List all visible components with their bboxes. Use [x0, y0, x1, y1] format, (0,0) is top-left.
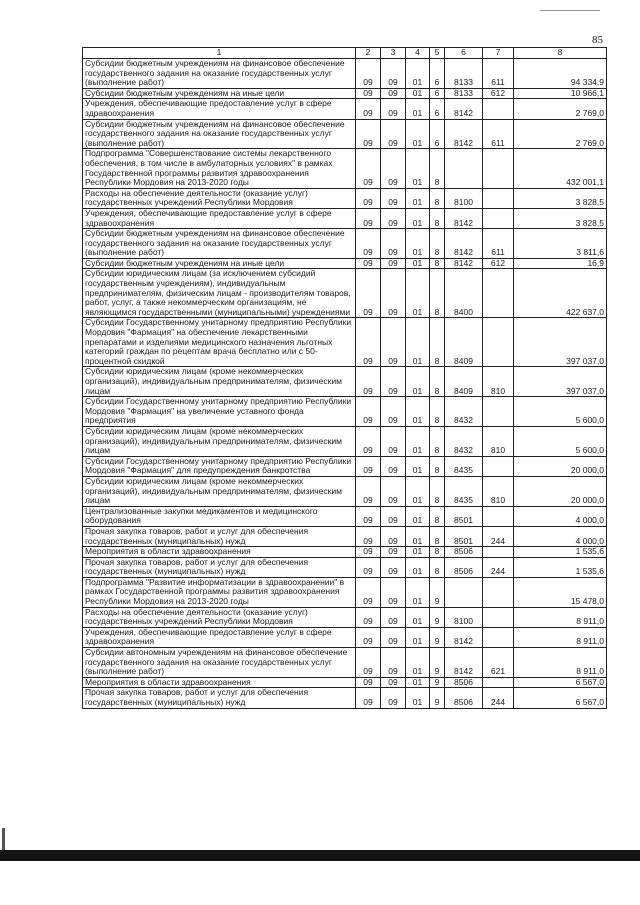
row-name-cell: Субсидии юридическим лицам (за исключением субсидий государственным учреждениям), индивидуальным предпринимателям, физическим лицам - производителям товаров, работ, услуг, а также некоммерческим организациям, не являющимся государственными (муниципальными) учреждениями: [83, 269, 356, 318]
pr-code-cell: 09: [381, 547, 406, 558]
program-code-cell: 01: [406, 577, 430, 607]
subprogram-code-cell: 8: [430, 258, 445, 269]
page-number: 85: [592, 34, 603, 46]
subprogram-code-cell: 8: [430, 476, 445, 506]
expense-type-cell: [483, 149, 514, 188]
amount-cell: 3 828,5: [514, 188, 607, 208]
pr-code-cell: 09: [381, 59, 406, 89]
rz-code-cell: 09: [356, 426, 381, 456]
row-name-cell: Расходы на обеспечение деятельности (оказание услуг) государственных учреждений Республики Мордовия: [83, 188, 356, 208]
target-code-cell: 8100: [445, 188, 483, 208]
target-code-cell: 8506: [445, 547, 483, 558]
expense-type-cell: 611: [483, 229, 514, 259]
rz-code-cell: 09: [356, 258, 381, 269]
program-code-cell: 01: [406, 119, 430, 149]
pr-code-cell: 09: [381, 627, 406, 647]
rz-code-cell: 09: [356, 269, 381, 318]
amount-cell: 1 535,6: [514, 557, 607, 577]
table-row: [83, 229, 607, 259]
subprogram-code-cell: 9: [430, 677, 445, 688]
subprogram-code-cell: 8: [430, 397, 445, 427]
table-row: [83, 476, 607, 506]
table-row: [83, 607, 607, 627]
rz-code-cell: 09: [356, 607, 381, 627]
table-body: [83, 59, 607, 709]
row-name-cell: Подпрограмма "Развитие информатизации в здравоохранении" в рамках Государственной программы развития здравоохранения Республики Мордовия на 2013-2020 годы: [83, 577, 356, 607]
program-code-cell: 01: [406, 526, 430, 546]
subprogram-code-cell: 8: [430, 526, 445, 546]
rz-code-cell: 09: [356, 506, 381, 526]
amount-cell: 6 567,0: [514, 677, 607, 688]
rz-code-cell: 09: [356, 59, 381, 89]
program-code-cell: 01: [406, 99, 430, 119]
target-code-cell: 8435: [445, 476, 483, 506]
row-name-cell: Субсидии бюджетным учреждениям на иные цели: [83, 258, 356, 269]
expense-type-cell: 244: [483, 557, 514, 577]
subprogram-code-cell: 8: [430, 188, 445, 208]
table-row: [83, 318, 607, 367]
rz-code-cell: 09: [356, 318, 381, 367]
row-name-cell: Учреждения, обеспечивающие предоставление услуг в сфере здравоохранения: [83, 208, 356, 228]
expense-type-cell: 810: [483, 367, 514, 397]
amount-cell: 3 811,6: [514, 229, 607, 259]
row-name-cell: Субсидии бюджетным учреждениям на финансовое обеспечение государственного задания на оказание государственных услуг (выполнение работ): [83, 119, 356, 149]
header-row: [83, 48, 607, 59]
table-row: [83, 577, 607, 607]
table-row: [83, 367, 607, 397]
pr-code-cell: 09: [381, 526, 406, 546]
program-code-cell: 01: [406, 677, 430, 688]
table-header: [83, 48, 607, 59]
target-code-cell: 8142: [445, 229, 483, 259]
scan-bottom-bar: [0, 850, 640, 861]
table-row: [83, 557, 607, 577]
pr-code-cell: 09: [381, 119, 406, 149]
row-name-cell: Мероприятия в области здравоохранения: [83, 677, 356, 688]
row-name-cell: Подпрограмма "Совершенствование системы лекарственного обеспечения, в том числе в амбулаторных условиях" в рамках Государственной программы развития здравоохранения Республики Мордовия на 2013-2020 годы: [83, 149, 356, 188]
pr-code-cell: 09: [381, 208, 406, 228]
table-row: [83, 397, 607, 427]
row-name-cell: Прочая закупка товаров, работ и услуг для обеспечения государственных (муниципальных) нужд: [83, 557, 356, 577]
row-name-cell: Расходы на обеспечение деятельности (оказание услуг) государственных учреждений Республики Мордовия: [83, 607, 356, 627]
row-name-cell: Субсидии юридическим лицам (кроме некоммерческих организаций), индивидуальным предпринимателям, физическим лицам: [83, 367, 356, 397]
row-name-cell: Субсидии Государственному унитарному предприятию Республики Мордовия "Фармация" на увеличение уставного фонда предприятия: [83, 397, 356, 427]
pr-code-cell: 09: [381, 229, 406, 259]
subprogram-code-cell: 8: [430, 426, 445, 456]
pr-code-cell: 09: [381, 476, 406, 506]
pr-code-cell: 09: [381, 188, 406, 208]
target-code-cell: 8409: [445, 367, 483, 397]
amount-cell: 20 000,0: [514, 476, 607, 506]
pr-code-cell: 09: [381, 269, 406, 318]
column-header: 3: [381, 48, 406, 59]
table-row: [83, 627, 607, 647]
row-name-cell: Субсидии бюджетным учреждениям на финансовое обеспечение государственного задания на оказание государственных услуг (выполнение работ): [83, 229, 356, 259]
amount-cell: 15 478,0: [514, 577, 607, 607]
expense-type-cell: 810: [483, 476, 514, 506]
program-code-cell: 01: [406, 506, 430, 526]
table-row: [83, 149, 607, 188]
row-name-cell: Субсидии Государственному унитарному предприятию Республики Мордовия "Фармация" на обеспечение лекарственными препаратами и изделиями медицинского назначения льготных категорий граждан по рецептам врача бесплатно или с 50-процентной скидкой: [83, 318, 356, 367]
target-code-cell: [445, 149, 483, 188]
rz-code-cell: 09: [356, 627, 381, 647]
table-row: [83, 59, 607, 89]
program-code-cell: 01: [406, 397, 430, 427]
target-code-cell: 8142: [445, 627, 483, 647]
table-row: [83, 258, 607, 269]
rz-code-cell: 09: [356, 99, 381, 119]
program-code-cell: 01: [406, 688, 430, 708]
expense-type-cell: 244: [483, 526, 514, 546]
pr-code-cell: 09: [381, 88, 406, 99]
table-row: [83, 688, 607, 708]
program-code-cell: 01: [406, 149, 430, 188]
column-header: 8: [514, 48, 607, 59]
pr-code-cell: 09: [381, 506, 406, 526]
pr-code-cell: 09: [381, 397, 406, 427]
expense-type-cell: 611: [483, 119, 514, 149]
expense-type-cell: 621: [483, 648, 514, 678]
program-code-cell: 01: [406, 208, 430, 228]
subprogram-code-cell: 8: [430, 318, 445, 367]
program-code-cell: 01: [406, 88, 430, 99]
subprogram-code-cell: 9: [430, 688, 445, 708]
target-code-cell: 8435: [445, 456, 483, 476]
column-header: 5: [430, 48, 445, 59]
program-code-cell: 01: [406, 456, 430, 476]
pr-code-cell: 09: [381, 607, 406, 627]
program-code-cell: 01: [406, 59, 430, 89]
rz-code-cell: 09: [356, 119, 381, 149]
subprogram-code-cell: 9: [430, 627, 445, 647]
table-row: [83, 188, 607, 208]
program-code-cell: 01: [406, 258, 430, 269]
table-row: [83, 208, 607, 228]
pr-code-cell: 09: [381, 258, 406, 269]
rz-code-cell: 09: [356, 476, 381, 506]
expense-type-cell: [483, 627, 514, 647]
row-name-cell: Прочая закупка товаров, работ и услуг для обеспечения государственных (муниципальных) нужд: [83, 688, 356, 708]
subprogram-code-cell: 8: [430, 547, 445, 558]
amount-cell: 6 567,0: [514, 688, 607, 708]
rz-code-cell: 09: [356, 688, 381, 708]
program-code-cell: 01: [406, 367, 430, 397]
program-code-cell: 01: [406, 547, 430, 558]
target-code-cell: 8133: [445, 88, 483, 99]
table-row: [83, 426, 607, 456]
row-name-cell: Субсидии юридическим лицам (кроме некоммерческих организаций), индивидуальным предпринимателям, физическим лицам: [83, 476, 356, 506]
column-header: 6: [445, 48, 483, 59]
row-name-cell: Учреждения, обеспечивающие предоставление услуг в сфере здравоохранения: [83, 99, 356, 119]
amount-cell: 2 769,0: [514, 119, 607, 149]
row-name-cell: Мероприятия в области здравоохранения: [83, 547, 356, 558]
program-code-cell: 01: [406, 269, 430, 318]
subprogram-code-cell: 6: [430, 59, 445, 89]
rz-code-cell: 09: [356, 397, 381, 427]
rz-code-cell: 09: [356, 547, 381, 558]
expense-type-cell: [483, 208, 514, 228]
rz-code-cell: 09: [356, 88, 381, 99]
expense-type-cell: [483, 677, 514, 688]
subprogram-code-cell: 9: [430, 577, 445, 607]
program-code-cell: 01: [406, 648, 430, 678]
expense-type-cell: [483, 397, 514, 427]
row-name-cell: Учреждения, обеспечивающие предоставление услуг в сфере здравоохранения: [83, 627, 356, 647]
expense-type-cell: [483, 269, 514, 318]
target-code-cell: 8100: [445, 607, 483, 627]
row-name-cell: Субсидии бюджетным учреждениям на иные цели: [83, 88, 356, 99]
table-row: [83, 677, 607, 688]
subprogram-code-cell: 6: [430, 119, 445, 149]
target-code-cell: 8506: [445, 677, 483, 688]
target-code-cell: 8432: [445, 426, 483, 456]
expense-type-cell: [483, 318, 514, 367]
amount-cell: 4 000,0: [514, 526, 607, 546]
table-row: [83, 119, 607, 149]
amount-cell: 10 966,1: [514, 88, 607, 99]
target-code-cell: 8142: [445, 208, 483, 228]
scan-artifact-line: [540, 10, 600, 11]
subprogram-code-cell: 8: [430, 367, 445, 397]
column-header: 1: [83, 48, 356, 59]
expense-type-cell: [483, 456, 514, 476]
budget-table: [82, 47, 607, 709]
target-code-cell: 8400: [445, 269, 483, 318]
pr-code-cell: 09: [381, 426, 406, 456]
amount-cell: 2 769,0: [514, 99, 607, 119]
target-code-cell: 8506: [445, 688, 483, 708]
subprogram-code-cell: 8: [430, 149, 445, 188]
subprogram-code-cell: 8: [430, 229, 445, 259]
program-code-cell: 01: [406, 229, 430, 259]
pr-code-cell: 09: [381, 557, 406, 577]
amount-cell: 8 911,0: [514, 607, 607, 627]
rz-code-cell: 09: [356, 208, 381, 228]
pr-code-cell: 09: [381, 677, 406, 688]
amount-cell: 1 535,6: [514, 547, 607, 558]
amount-cell: 432 001,1: [514, 149, 607, 188]
rz-code-cell: 09: [356, 677, 381, 688]
pr-code-cell: 09: [381, 456, 406, 476]
row-name-cell: Субсидии Государственному унитарному предприятию Республики Мордовия "Фармация" для предупреждения банкротства: [83, 456, 356, 476]
rz-code-cell: 09: [356, 149, 381, 188]
target-code-cell: 8142: [445, 258, 483, 269]
pr-code-cell: 09: [381, 688, 406, 708]
target-code-cell: 8142: [445, 119, 483, 149]
amount-cell: 422 637,0: [514, 269, 607, 318]
target-code-cell: 8501: [445, 506, 483, 526]
pr-code-cell: 09: [381, 99, 406, 119]
subprogram-code-cell: 9: [430, 648, 445, 678]
expense-type-cell: [483, 607, 514, 627]
rz-code-cell: 09: [356, 456, 381, 476]
expense-type-cell: [483, 188, 514, 208]
subprogram-code-cell: 6: [430, 99, 445, 119]
amount-cell: 397 037,0: [514, 318, 607, 367]
amount-cell: 397 037,0: [514, 367, 607, 397]
amount-cell: 5 600,0: [514, 426, 607, 456]
row-name-cell: Централизованные закупки медикаментов и медицинского оборудования: [83, 506, 356, 526]
program-code-cell: 01: [406, 426, 430, 456]
amount-cell: 20 000,0: [514, 456, 607, 476]
pr-code-cell: 09: [381, 577, 406, 607]
pr-code-cell: 09: [381, 149, 406, 188]
expense-type-cell: [483, 506, 514, 526]
program-code-cell: 01: [406, 557, 430, 577]
amount-cell: 5 600,0: [514, 397, 607, 427]
subprogram-code-cell: 8: [430, 456, 445, 476]
rz-code-cell: 09: [356, 577, 381, 607]
amount-cell: 94 334,9: [514, 59, 607, 89]
rz-code-cell: 09: [356, 229, 381, 259]
scan-margin-mark: [2, 828, 5, 852]
subprogram-code-cell: 8: [430, 557, 445, 577]
table-row: [83, 526, 607, 546]
amount-cell: 4 000,0: [514, 506, 607, 526]
subprogram-code-cell: 6: [430, 88, 445, 99]
table-row: [83, 88, 607, 99]
subprogram-code-cell: 9: [430, 607, 445, 627]
target-code-cell: 8506: [445, 557, 483, 577]
table-row: [83, 648, 607, 678]
rz-code-cell: 09: [356, 367, 381, 397]
target-code-cell: 8142: [445, 99, 483, 119]
expense-type-cell: [483, 577, 514, 607]
program-code-cell: 01: [406, 476, 430, 506]
row-name-cell: Субсидии бюджетным учреждениям на финансовое обеспечение государственного задания на оказание государственных услуг (выполнение работ): [83, 59, 356, 89]
expense-type-cell: 244: [483, 688, 514, 708]
expense-type-cell: [483, 99, 514, 119]
amount-cell: 8 911,0: [514, 627, 607, 647]
pr-code-cell: 09: [381, 318, 406, 367]
expense-type-cell: 612: [483, 88, 514, 99]
target-code-cell: 8432: [445, 397, 483, 427]
subprogram-code-cell: 8: [430, 208, 445, 228]
table-row: [83, 99, 607, 119]
target-code-cell: 8409: [445, 318, 483, 367]
table-row: [83, 456, 607, 476]
amount-cell: 8 911,0: [514, 648, 607, 678]
expense-type-cell: 612: [483, 258, 514, 269]
rz-code-cell: 09: [356, 648, 381, 678]
amount-cell: 3 828,5: [514, 208, 607, 228]
expense-type-cell: 611: [483, 59, 514, 89]
pr-code-cell: 09: [381, 648, 406, 678]
rz-code-cell: 09: [356, 188, 381, 208]
target-code-cell: 8133: [445, 59, 483, 89]
target-code-cell: 8501: [445, 526, 483, 546]
program-code-cell: 01: [406, 607, 430, 627]
rz-code-cell: 09: [356, 526, 381, 546]
program-code-cell: 01: [406, 627, 430, 647]
rz-code-cell: 09: [356, 557, 381, 577]
column-header: 2: [356, 48, 381, 59]
pr-code-cell: 09: [381, 367, 406, 397]
column-header: 7: [483, 48, 514, 59]
subprogram-code-cell: 8: [430, 506, 445, 526]
row-name-cell: Прочая закупка товаров, работ и услуг для обеспечения государственных (муниципальных) нужд: [83, 526, 356, 546]
target-code-cell: 8142: [445, 648, 483, 678]
subprogram-code-cell: 8: [430, 269, 445, 318]
amount-cell: 16,9: [514, 258, 607, 269]
program-code-cell: 01: [406, 188, 430, 208]
row-name-cell: Субсидии автономным учреждениям на финансовое обеспечение государственного задания на оказание государственных услуг (выполнение работ): [83, 648, 356, 678]
column-header: 4: [406, 48, 430, 59]
expense-type-cell: [483, 547, 514, 558]
program-code-cell: 01: [406, 318, 430, 367]
row-name-cell: Субсидии юридическим лицам (кроме некоммерческих организаций), индивидуальным предпринимателям, физическим лицам: [83, 426, 356, 456]
table-row: [83, 547, 607, 558]
table-row: [83, 506, 607, 526]
table-row: [83, 269, 607, 318]
expense-type-cell: 810: [483, 426, 514, 456]
target-code-cell: [445, 577, 483, 607]
